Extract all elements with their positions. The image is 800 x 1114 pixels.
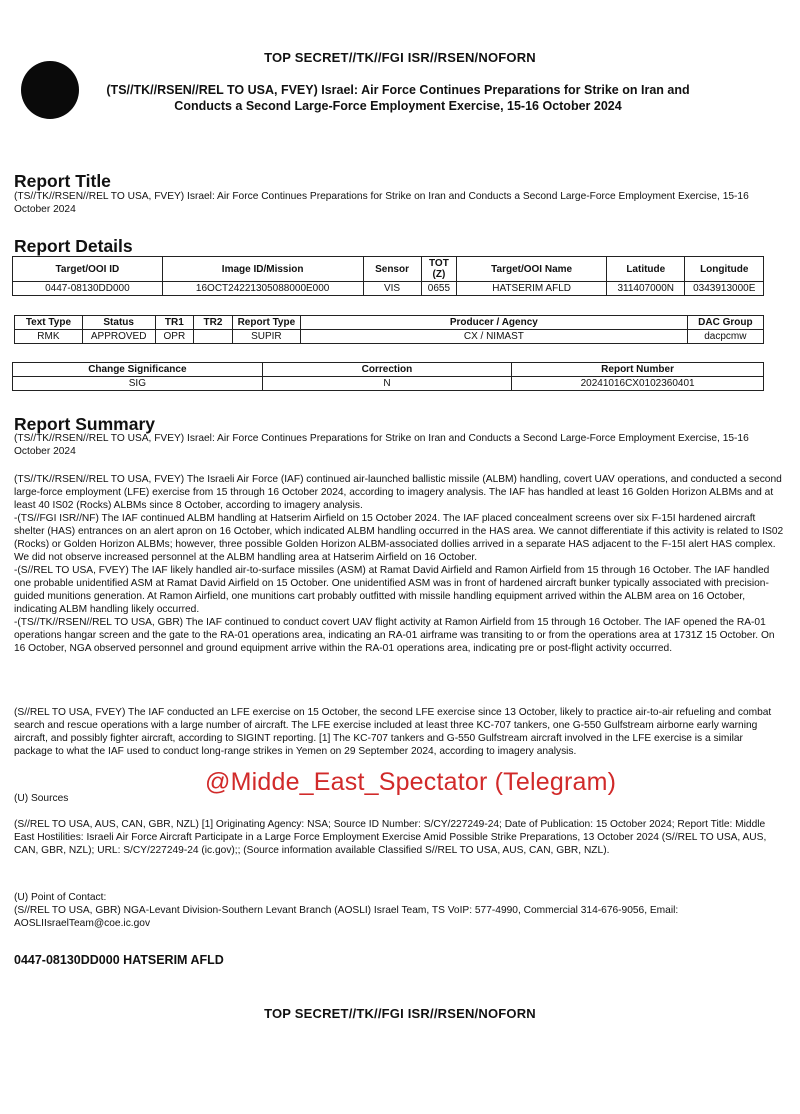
summary-paragraph: -(TS//FGI ISR//NF) The IAF continued ALBM handling at Hatserim Airfield on 15 October 2024. The IAF placed concealment screens over six F-15I hardened aircraft shelter (HAS) entrances on an alert apron on 16 October, which indicated ALBM handling occurred in the HAS area. We cannot differentiate if this activity is related to IS02 (Rocks) or Golden Horizon ALBMs; however, three possible Golden Horizon ALBM-associated dollies arrived in a separate HAS adjacent to the F-15I alert HAS complex. We did not observe increased personnel at the ALBM handling area at Hatserim Airfield on 16 October. — [14, 513, 784, 563]
details-table-1 — [12, 256, 764, 296]
summary-paragraph: -(S//REL TO USA, FVEY) The IAF likely handled air-to-surface missiles (ASM) at Ramat David Airfield and Ramon Airfield from 15 through 16 October. The IAF handled one probable unidentified ASM at Ramat David Airfield on 15 October. One unidentified ASM was in front of hardened aircraft bunker typically associated with precision-guided munitions generation. At Ramon Airfield, one munitions cart probably outfitted with missile handling equipment arrived within the ALBM area on 16 October, indicating ALBM handling likely occurred. — [14, 565, 770, 615]
classification-banner-top: TOP SECRET//TK//FGI ISR//RSEN/NOFORN — [264, 50, 536, 65]
summary-paragraph-lfe: (S//REL TO USA, FVEY) The IAF conducted an LFE exercise on 15 October, the second LFE exercise since 13 October, likely to practice air-to-air refueling and combat search and rescue operations with a large number of aircraft. The LFE exercise included at least three KC-707 tankers, one G-550 Gulfstream airborne early warning aircraft, and possibly fighter aircraft, according to SIGINT reporting. [1] The KC-707 tankers and G-550 Gulfstream aircraft involved in the LFE exercise is a similar package to what the IAF used to conduct long-range strikes in Yemen on 29 September 2024, according to imagery analysis. — [14, 707, 772, 757]
report-summary-heading: Report Summary — [14, 414, 156, 434]
poc-text: (S//REL TO USA, GBR) NGA-Levant Division-Southern Levant Branch (AOSLI) Israel Team, TS VoIP: 577-4990, Commercial 314-676-9056, Email: AOSLIIsraelTeam@coe.ic.gov — [14, 905, 679, 929]
table-cell: CX / NIMAST — [300, 330, 687, 344]
details-table-2 — [14, 315, 764, 344]
col-header: Image ID/Mission — [162, 257, 363, 282]
col-header: Report Type — [232, 316, 300, 330]
table-cell: SIG — [13, 377, 263, 391]
table-cell: OPR — [155, 330, 194, 344]
col-header: Latitude — [607, 257, 685, 282]
sources-label: (U) Sources — [14, 793, 69, 804]
report-title-heading: Report Title — [14, 171, 111, 191]
table-header-row — [13, 257, 764, 282]
table-cell: 0343913000E — [685, 282, 764, 296]
summary-paragraph: (TS//TK//RSEN//REL TO USA, FVEY) The Israeli Air Force (IAF) continued air-launched ballistic missile (ALBM) handling, covert UAV operations, and conducted a second large-force employment (LFE) exercise from 15 through 16 October 2024, according to imagery analysis. The IAF has handled at least 16 Golden Horizon ALBMs and at least 40 IS02 (Rocks) ALBMs since 8 October, according to imagery analysis. — [14, 474, 782, 511]
table-cell: 311407000N — [607, 282, 685, 296]
table-cell: 16OCT24221305088000E000 — [162, 282, 363, 296]
table-cell — [194, 330, 233, 344]
col-header: Sensor — [363, 257, 421, 282]
classification-banner-bottom: TOP SECRET//TK//FGI ISR//RSEN/NOFORN — [264, 1006, 536, 1021]
col-header: Target/OOI Name — [457, 257, 607, 282]
redaction-blot — [21, 61, 79, 119]
table-cell: 0655 — [421, 282, 457, 296]
report-summary-intro: (TS//TK//RSEN//REL TO USA, FVEY) Israel: Air Force Continues Preparations for Strike on Iran and Conducts a Second Large-Force Employment Exercise, 15-16 October 2024 — [14, 433, 749, 457]
table-row — [13, 282, 764, 296]
telegram-watermark: @Midde_East_Spectator (Telegram) — [205, 768, 617, 796]
col-header: TR2 — [194, 316, 233, 330]
table-cell: 0447-08130DD000 — [13, 282, 163, 296]
table-cell: VIS — [363, 282, 421, 296]
sources-text: (S//REL TO USA, AUS, CAN, GBR, NZL) [1] Originating Agency: NSA; Source ID Number: S/CY/227249-24; Date of Publication: 15 October 2024; Report Title: Middle East Hostilities: Israeli Air Force Aircraft Participate in a Large Force Employment Exercise Amid Possible Strike Preparations, 13 October 2024 (S//REL TO USA, AUS, CAN, GBR, NZL); URL: S/CY/227249-24 (ic.gov);; (Source information available Classified S//REL TO USA, AUS, CAN, GBR, NZL). — [14, 819, 767, 856]
report-title-text: (TS//TK//RSEN//REL TO USA, FVEY) Israel: Air Force Continues Preparations for Strike on Iran and Conducts a Second Large-Force Employment Exercise, 15-16 October 2024 — [14, 191, 749, 215]
col-header: Producer / Agency — [300, 316, 687, 330]
poc-label: (U) Point of Contact: — [14, 892, 107, 903]
document-headline: (TS//TK//RSEN//REL TO USA, FVEY) Israel: Air Force Continues Preparations for Strike on Iran and Conducts a Second Large-Force Employment Exercise, 15-16 October 2024 — [106, 83, 690, 113]
table-cell: RMK — [15, 330, 83, 344]
col-header: Target/OOI ID — [13, 257, 163, 282]
table-header-row — [13, 363, 764, 377]
table-cell: SUPIR — [232, 330, 300, 344]
col-header: Longitude — [685, 257, 764, 282]
col-header: Report Number — [512, 363, 764, 377]
table-cell: HATSERIM AFLD — [457, 282, 607, 296]
col-header: Status — [82, 316, 155, 330]
table-cell: N — [262, 377, 511, 391]
report-details-heading: Report Details — [14, 236, 133, 256]
table-cell: dacpcmw — [687, 330, 763, 344]
table-header-row — [15, 316, 764, 330]
table-row — [13, 377, 764, 391]
table-cell: APPROVED — [82, 330, 155, 344]
target-id-footer: 0447-08130DD000 HATSERIM AFLD — [14, 953, 224, 967]
table-row — [15, 330, 764, 344]
table-cell: 20241016CX0102360401 — [512, 377, 764, 391]
col-header: Correction — [262, 363, 511, 377]
details-table-3 — [12, 362, 764, 391]
col-header: Change Significance — [13, 363, 263, 377]
col-header: Text Type — [15, 316, 83, 330]
col-header: TOT (Z) — [421, 257, 457, 282]
summary-paragraph: -(TS//TK//RSEN//REL TO USA, GBR) The IAF continued to conduct covert UAV flight activity at Ramon Airfield from 15 through 16 October. The IAF opened the RA-01 operations hangar screen and the gate to the RA-01 operations area, indicating an RA-01 airframe was transiting to or from the operations area at 1731Z 15 October. On 16 October, NGA observed personnel and ground equipment arrive within the RA-01 operations area, indicating pre or post-flight activity occurred. — [14, 617, 775, 654]
summary-body — [14, 473, 784, 655]
col-header: DAC Group — [687, 316, 763, 330]
col-header: TR1 — [155, 316, 194, 330]
